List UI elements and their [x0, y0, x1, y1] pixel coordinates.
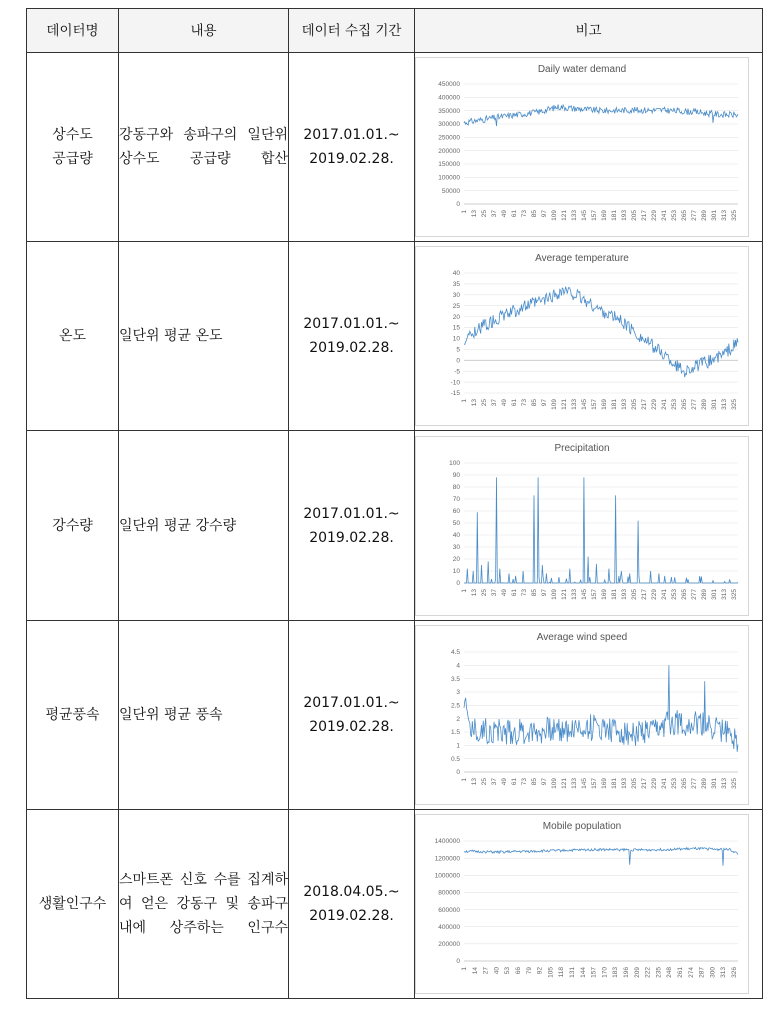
x-tick-label: 301: [711, 588, 718, 600]
row-period: 2017.01.01.~ 2019.02.28.: [289, 431, 415, 621]
x-tick-label: 85: [531, 778, 538, 786]
x-tick-label: 61: [511, 588, 518, 596]
chart-title: Average temperature: [535, 253, 629, 264]
y-tick-label: 0: [456, 201, 460, 209]
x-tick-label: 193: [621, 210, 628, 221]
x-tick-label: 109: [551, 210, 558, 221]
y-tick-label: 0: [456, 579, 460, 587]
y-tick-label: 3: [456, 689, 460, 697]
y-tick-label: 35: [452, 281, 460, 289]
y-tick-label: 10: [452, 335, 460, 343]
y-tick-label: 4.5: [450, 649, 460, 657]
y-tick-label: 30: [452, 292, 460, 300]
x-tick-label: 85: [531, 399, 538, 407]
y-tick-label: 2.5: [450, 702, 460, 710]
y-tick-label: 3.5: [450, 675, 460, 683]
row-name: 생활인구수: [27, 810, 119, 999]
x-tick-label: 289: [701, 210, 708, 221]
y-tick-label: 800000: [438, 889, 460, 897]
row-period: 2017.01.01.~ 2019.02.28.: [289, 53, 415, 242]
row-chart-cell: [415, 621, 763, 810]
chart-title: Average wind speed: [536, 632, 628, 643]
y-tick-label: 90: [452, 471, 460, 479]
x-tick-label: 301: [711, 399, 718, 410]
y-tick-label: 0: [456, 357, 460, 365]
y-tick-label: 0: [456, 958, 460, 966]
row-content: 강동구와 송파구의 일단위 상수도 공급량 합산: [119, 53, 289, 242]
row-chart-cell: [415, 431, 763, 621]
y-tick-label: 0: [456, 769, 460, 777]
y-tick-label: -10: [450, 379, 460, 387]
x-tick-label: 205: [631, 399, 638, 410]
x-tick-label: 53: [504, 967, 512, 975]
table-row: [27, 242, 763, 431]
x-tick-label: 121: [561, 210, 568, 221]
x-tick-label: 181: [611, 778, 618, 789]
x-tick-label: 193: [621, 588, 628, 600]
x-tick-label: 229: [651, 399, 658, 410]
x-tick-label: 301: [711, 210, 718, 221]
x-tick-label: 325: [731, 399, 738, 410]
chart-title: Precipitation: [554, 442, 610, 454]
x-tick-label: 325: [731, 588, 738, 600]
series-line: [464, 848, 738, 866]
y-tick-label: 20: [452, 313, 460, 321]
x-tick-label: 205: [631, 588, 638, 600]
x-tick-label: 1: [461, 778, 468, 782]
x-tick-label: 253: [671, 588, 678, 600]
x-tick-label: 313: [721, 778, 728, 789]
x-tick-label: 25: [481, 399, 488, 407]
x-tick-label: 277: [691, 210, 698, 221]
x-tick-label: 313: [720, 967, 728, 978]
x-tick-label: 66: [515, 967, 522, 975]
row-name: 상수도 공급량: [27, 53, 119, 242]
x-tick-label: 73: [521, 778, 528, 786]
x-tick-label: 326: [731, 967, 738, 978]
x-tick-label: 313: [721, 399, 728, 410]
x-tick-label: 105: [547, 967, 555, 978]
data-table: [26, 8, 763, 999]
x-tick-label: 157: [590, 967, 598, 978]
x-tick-label: 1: [461, 210, 468, 214]
table-row: [27, 431, 763, 621]
header-content: 내용: [119, 9, 289, 53]
x-tick-label: 97: [541, 778, 548, 786]
x-tick-label: 92: [536, 967, 544, 975]
x-tick-label: 253: [671, 399, 678, 410]
y-tick-label: 10: [452, 567, 460, 575]
x-tick-label: 13: [471, 399, 478, 407]
x-tick-label: 235: [655, 967, 663, 978]
x-tick-label: 229: [651, 210, 658, 221]
x-tick-label: 73: [521, 210, 528, 218]
chart-average-wind-speed: [415, 625, 749, 805]
x-tick-label: 217: [641, 588, 648, 600]
y-tick-label: 1: [456, 742, 460, 750]
x-tick-label: 133: [571, 778, 578, 789]
y-tick-label: 5: [456, 346, 460, 354]
x-tick-label: 265: [681, 399, 688, 410]
row-name: 강수량: [27, 431, 119, 621]
x-tick-label: 121: [561, 778, 568, 789]
x-tick-label: 289: [701, 778, 708, 789]
x-tick-label: 277: [691, 588, 698, 600]
y-tick-label: 50000: [441, 187, 460, 195]
x-tick-label: 301: [711, 778, 718, 789]
x-tick-label: 73: [521, 399, 528, 407]
x-tick-label: 248: [666, 967, 674, 978]
x-tick-label: 193: [621, 399, 628, 410]
x-tick-label: 144: [579, 967, 587, 978]
x-tick-label: 265: [681, 588, 688, 600]
y-tick-label: 60: [452, 507, 460, 515]
x-tick-label: 97: [541, 399, 548, 407]
y-tick-label: 15: [452, 324, 460, 332]
series-line: [464, 104, 738, 126]
x-tick-label: 222: [644, 967, 652, 978]
x-tick-label: 97: [541, 210, 548, 218]
x-tick-label: 277: [691, 778, 698, 789]
series-line: [464, 477, 738, 583]
x-tick-label: 85: [531, 210, 538, 218]
chart-title: Mobile population: [542, 821, 622, 832]
table-row: [27, 621, 763, 810]
y-tick-label: 1000000: [434, 872, 460, 880]
x-tick-label: 37: [491, 399, 498, 407]
x-tick-label: 118: [558, 967, 566, 978]
x-tick-label: 169: [601, 399, 608, 410]
x-tick-label: 13: [471, 210, 478, 218]
x-tick-label: 133: [571, 588, 578, 600]
x-tick-label: 217: [641, 210, 648, 221]
header-row: [27, 9, 763, 53]
x-tick-label: 181: [611, 588, 618, 600]
x-tick-label: 145: [581, 588, 588, 600]
x-tick-label: 61: [511, 210, 518, 218]
series-line: [464, 287, 738, 378]
row-period: 2018.04.05.~ 2019.02.28.: [289, 810, 415, 999]
row-chart-cell: [415, 53, 763, 242]
row-chart-cell: [415, 242, 763, 431]
y-tick-label: 2: [456, 715, 460, 723]
x-tick-label: 217: [641, 399, 648, 410]
row-chart-cell: [415, 810, 763, 999]
header-period: 데이터 수집 기간: [289, 9, 415, 53]
x-tick-label: 325: [731, 778, 738, 789]
x-tick-label: 145: [581, 778, 588, 789]
x-tick-label: 229: [651, 588, 658, 600]
x-tick-label: 37: [491, 778, 498, 786]
x-tick-label: 170: [601, 967, 609, 978]
row-period: 2017.01.01.~ 2019.02.28.: [289, 621, 415, 810]
x-tick-label: 241: [661, 588, 668, 600]
x-tick-label: 277: [691, 399, 698, 410]
x-tick-label: 131: [569, 967, 576, 978]
x-tick-label: 241: [661, 210, 668, 221]
x-tick-label: 325: [731, 210, 738, 221]
x-tick-label: 1: [461, 399, 468, 403]
x-tick-label: 193: [621, 778, 628, 789]
chart-mobile-population: [415, 814, 749, 994]
x-tick-label: 25: [481, 588, 488, 596]
x-tick-label: 145: [581, 399, 588, 410]
x-tick-label: 85: [531, 588, 538, 596]
y-tick-label: 600000: [438, 906, 460, 914]
x-tick-label: 181: [611, 210, 618, 221]
row-content: 일단위 평균 풍속: [119, 621, 289, 810]
x-tick-label: 133: [571, 210, 578, 221]
y-tick-label: 50: [452, 519, 460, 527]
x-tick-label: 97: [541, 588, 548, 596]
table-row: [27, 810, 763, 999]
x-tick-label: 25: [481, 210, 488, 218]
row-content: 일단위 평균 온도: [119, 242, 289, 431]
x-tick-label: 274: [687, 967, 695, 978]
x-tick-label: 49: [501, 399, 508, 407]
x-tick-label: 217: [641, 778, 648, 789]
y-tick-label: 1200000: [434, 855, 460, 863]
x-tick-label: 313: [721, 588, 728, 600]
y-tick-label: 150000: [438, 161, 460, 169]
y-tick-label: 0.5: [450, 755, 460, 763]
header-data-name: 데이터명: [27, 9, 119, 53]
x-tick-label: 40: [493, 967, 501, 975]
header-remarks: 비고: [415, 9, 763, 53]
x-tick-label: 265: [681, 210, 688, 221]
y-tick-label: 1.5: [450, 729, 460, 737]
y-tick-label: 20: [452, 555, 460, 563]
y-tick-label: -15: [450, 390, 460, 398]
y-tick-label: 250000: [438, 134, 460, 142]
x-tick-label: 14: [471, 967, 479, 975]
x-tick-label: 109: [551, 778, 558, 789]
chart-title: Daily water demand: [537, 64, 627, 75]
x-tick-label: 287: [698, 967, 706, 978]
row-name: 온도: [27, 242, 119, 431]
chart-daily-water-demand: [415, 57, 749, 237]
x-tick-label: 73: [521, 588, 528, 596]
y-tick-label: 1400000: [434, 838, 460, 846]
row-content: 스마트폰 신호 수를 집계하여 얻은 강동구 및 송파구 내에 상주하는 인구수: [119, 810, 289, 999]
x-tick-label: 49: [501, 588, 508, 596]
x-tick-label: 313: [721, 210, 728, 221]
y-tick-label: 400000: [438, 923, 460, 931]
x-tick-label: 157: [591, 399, 598, 410]
x-tick-label: 121: [561, 399, 568, 410]
x-tick-label: 289: [701, 588, 708, 600]
x-tick-label: 133: [571, 399, 578, 410]
chart-precipitation: [415, 436, 749, 616]
x-tick-label: 109: [551, 399, 558, 410]
x-tick-label: 109: [551, 588, 558, 600]
x-tick-label: 253: [671, 210, 678, 221]
x-tick-label: 157: [591, 588, 598, 600]
x-tick-label: 61: [511, 778, 518, 786]
y-tick-label: 450000: [438, 81, 460, 89]
x-tick-label: 49: [501, 210, 508, 218]
y-tick-label: 100: [449, 459, 460, 467]
x-tick-label: 1: [461, 588, 468, 593]
x-tick-label: 25: [481, 778, 488, 786]
x-tick-label: 253: [671, 778, 678, 789]
y-tick-label: 4: [456, 662, 460, 670]
series-line: [464, 665, 738, 752]
row-name: 평균풍속: [27, 621, 119, 810]
row-content: 일단위 평균 강수량: [119, 431, 289, 621]
x-tick-label: 157: [591, 210, 598, 221]
row-period: 2017.01.01.~ 2019.02.28.: [289, 242, 415, 431]
y-tick-label: 300000: [438, 121, 460, 129]
y-tick-label: -5: [454, 368, 460, 376]
x-tick-label: 241: [661, 399, 668, 410]
x-tick-label: 265: [681, 778, 688, 789]
x-tick-label: 169: [601, 778, 608, 789]
y-tick-label: 400000: [438, 94, 460, 102]
x-tick-label: 37: [491, 210, 498, 218]
x-tick-label: 61: [511, 399, 518, 407]
x-tick-label: 121: [561, 588, 568, 600]
x-tick-label: 241: [661, 778, 668, 789]
x-tick-label: 145: [581, 210, 588, 221]
x-tick-label: 79: [525, 967, 533, 975]
x-tick-label: 196: [623, 967, 630, 978]
x-tick-label: 183: [612, 967, 620, 978]
x-tick-label: 49: [501, 778, 508, 786]
x-tick-label: 289: [701, 399, 708, 410]
x-tick-label: 27: [482, 967, 490, 975]
x-tick-label: 181: [611, 399, 618, 410]
y-tick-label: 40: [452, 270, 460, 278]
x-tick-label: 169: [601, 210, 608, 221]
y-tick-label: 40: [452, 531, 460, 539]
x-tick-label: 37: [491, 588, 498, 596]
x-tick-label: 229: [651, 778, 658, 789]
x-tick-label: 205: [631, 210, 638, 221]
table-row: [27, 53, 763, 242]
x-tick-label: 13: [471, 778, 478, 786]
x-tick-label: 300: [709, 967, 717, 978]
x-tick-label: 157: [591, 778, 598, 789]
x-tick-label: 261: [677, 967, 684, 978]
y-tick-label: 80: [452, 483, 460, 491]
y-tick-label: 200000: [438, 941, 460, 949]
chart-average-temperature: [415, 246, 749, 426]
x-tick-label: 209: [633, 967, 641, 978]
x-tick-label: 13: [471, 588, 478, 596]
y-tick-label: 100000: [438, 174, 460, 182]
y-tick-label: 200000: [438, 147, 460, 155]
y-tick-label: 25: [452, 302, 460, 310]
x-tick-label: 169: [601, 588, 608, 600]
x-tick-label: 1: [461, 967, 468, 971]
y-tick-label: 70: [452, 495, 460, 503]
y-tick-label: 30: [452, 543, 460, 551]
x-tick-label: 205: [631, 778, 638, 789]
y-tick-label: 350000: [438, 107, 460, 115]
